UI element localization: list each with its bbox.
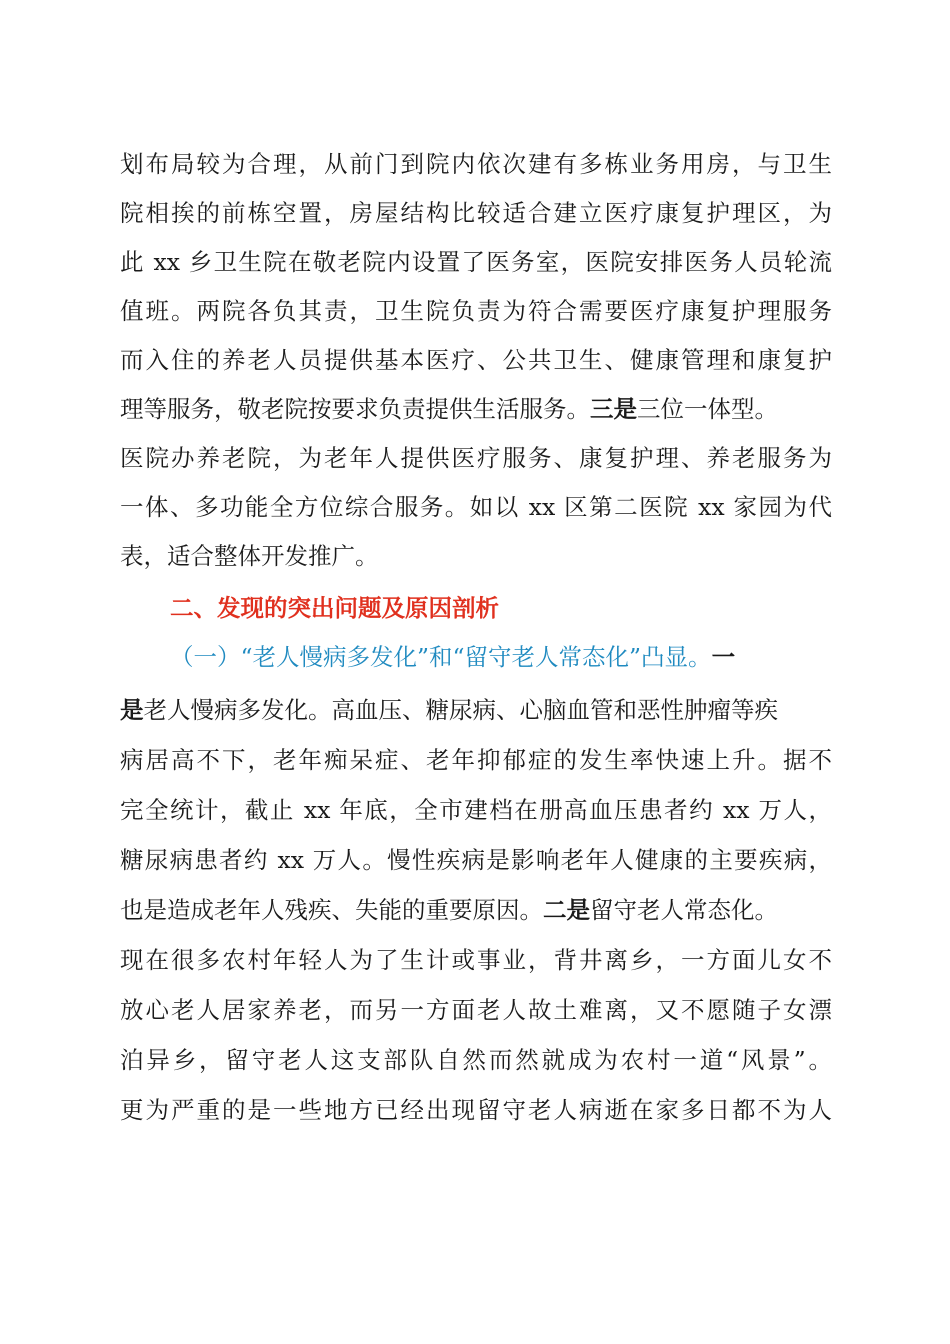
text-line: 医院办养老院，为老年人提供医疗服务、康复护理、养老服务为 [120,444,832,472]
text-segment: 老人慢病多发化。高血压、糖尿病、心脑血管和恶性肿瘤等疾 [143,696,778,724]
text-line: 此 xx 乡卫生院在敬老院内设置了医务室，医院安排医务人员轮流 [120,248,832,276]
text-line [120,686,778,734]
text-segment: 也是造成老年人残疾、失能的重要原因。 [120,896,543,924]
text-segment: 三位一体型。 [637,395,778,423]
text-segment: 理等服务，敬老院按要求负责提供生活服务。 [120,395,590,423]
emphasis-label: 二是 [543,896,590,924]
text-line: 值班。两院各负其责，卫生院负责为符合需要医疗康复护理服务 [120,297,832,325]
text-line: 放心老人居家养老，而另一方面老人故土难离，又不愿随子女漂 [120,996,832,1024]
section-heading: 二、发现的突出问题及原因剖析 [170,594,499,622]
text-line: 而入住的养老人员提供基本医疗、公共卫生、健康管理和康复护 [120,346,832,374]
text-line: 院相挨的前栋空置，房屋结构比较适合建立医疗康复护理区，为 [120,199,832,227]
subsection-heading-line [170,633,735,681]
emphasis-label: 一 [711,643,736,671]
text-line [120,886,778,934]
emphasis-label: 三是 [590,395,637,423]
text-line: 糖尿病患者约 xx 万人。慢性疾病是影响老年人健康的主要疾病， [120,846,832,874]
text-line: 更为严重的是一些地方已经出现留守老人病逝在家多日都不为人 [120,1096,832,1124]
text-segment: 留守老人常态化。 [590,896,778,924]
text-line [120,385,778,433]
text-line: 划布局较为合理，从前门到院内依次建有多栋业务用房，与卫生 [120,150,832,178]
text-line: 泊异乡，留守老人这支部队自然而然就成为农村一道“风景”。 [120,1046,832,1074]
text-line: 一体、多功能全方位综合服务。如以 xx 区第二医院 xx 家园为代 [120,493,832,521]
subsection-heading: （一）“老人慢病多发化”和“留守老人常态化”凸显。 [170,643,712,671]
text-line: 完全统计，截止 xx 年底，全市建档在册高血压患者约 xx 万人， [120,796,832,824]
text-line: 病居高不下，老年痴呆症、老年抑郁症的发生率快速上升。据不 [120,746,832,774]
text-line: 现在很多农村年轻人为了生计或事业，背井离乡，一方面儿女不 [120,946,832,974]
emphasis-label: 是 [120,696,144,724]
text-line: 表，适合整体开发推广。 [120,542,379,570]
